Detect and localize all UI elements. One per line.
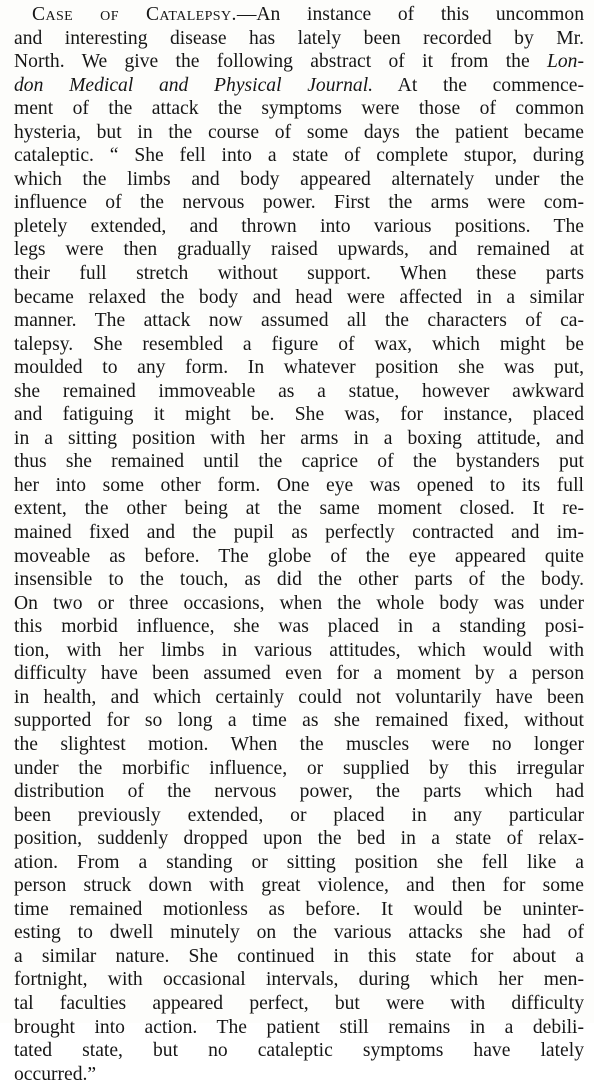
journal-title-text: Lon- [546,51,584,73]
line-text: ment of the attack the symptoms were those of common [14,98,584,120]
article-body [14,3,584,1086]
line-text: At the commence- [373,74,584,96]
line-text: which the limbs and body appeared alternately under the [14,168,584,190]
article-line [14,968,584,992]
article-line [14,191,584,215]
article-line [14,568,584,592]
article-line [14,309,584,333]
line-text: tated state, but no cataleptic symptoms have lately [14,1040,584,1062]
article-line [14,898,584,922]
article-first-line [14,3,584,27]
line-text: On two or three occasions, when the whole body was under [14,592,584,614]
article-line [14,97,584,121]
article-line [14,1039,584,1063]
article-line [14,238,584,262]
article-line [14,780,584,804]
article-line [14,827,584,851]
article-line [14,450,584,474]
article-line [14,215,584,239]
article-line [14,757,584,781]
article-line [14,403,584,427]
line-text: cataleptic. “ She fell into a state of complete stupor, during [14,145,584,167]
line-text: extent, the other being at the same moment closed. It re- [14,498,584,520]
line-text: person struck down with great violence, and then for some [14,875,584,897]
line-text: under the morbific influence, or supplied by this irregular [14,757,584,779]
article-line [14,615,584,639]
line-text: pletely extended, and thrown into various positions. The [14,215,584,237]
line-text: this morbid influence, she was placed in a standing posi- [14,616,584,638]
line-text: influence of the nervous power. First the arms were com- [14,192,584,214]
article-line [14,144,584,168]
line-text: thus she remained until the caprice of the bystanders put [14,451,584,473]
article-line [14,262,584,286]
line-text: moveable as before. The globe of the eye appeared quite [14,545,584,567]
line-text: manner. The attack now assumed all the characters of ca- [14,310,584,332]
article-line [14,474,584,498]
line-text: time remained motionless as before. It would be uninter- [14,898,584,920]
line-text: supported for so long a time as she remained fixed, without [14,710,584,732]
line-text: their full stretch without support. When these parts [14,263,584,285]
line-text: esting to dwell minutely on the various attacks she had of [14,922,584,944]
line-text: she remained immoveable as a statue, however awkward [14,380,584,402]
article-line [14,921,584,945]
article-line [14,286,584,310]
line-text: talepsy. She resembled a figure of wax, which might be [14,333,584,355]
article-line [14,121,584,145]
article-line [14,427,584,451]
article-line [14,592,584,616]
line-text: hysteria, but in the course of some days the patient became [14,121,584,143]
article-line [14,945,584,969]
article-line [14,168,584,192]
article-line [14,733,584,757]
line-text: moulded to any form. In whatever position she was put, [14,357,584,379]
line-text: the slightest motion. When the muscles were no longer [14,733,584,755]
article-line [14,874,584,898]
article-line [14,1063,584,1086]
article-line [14,804,584,828]
line-text: her into some other form. One eye was opened to its full [14,474,584,496]
line-text: mained fixed and the pupil as perfectly contracted and im- [14,522,584,544]
article-line [14,709,584,733]
article-line [14,50,584,74]
line-text: and interesting disease has lately been recorded by Mr. [14,27,584,49]
article-line [14,74,584,98]
article-line [14,992,584,1016]
line-text: in a sitting position with her arms in a boxing attitude, and [14,427,584,449]
line-text: position, suddenly dropped upon the bed in a state of relax- [14,828,584,850]
line-text: difficulty have been assumed even for a moment by a person [14,663,584,685]
line-text: brought into action. The patient still remains in a debili- [14,1016,584,1038]
line-text: ation. From a standing or sitting position she fell like a [14,851,584,873]
line-text: became relaxed the body and head were affected in a similar [14,286,584,308]
article-line [14,333,584,357]
article-line [14,521,584,545]
line-text: insensible to the touch, as did the other parts of the body. [14,569,584,591]
line-text: a similar nature. She continued in this state for about a [14,945,584,967]
line-text: —An instance of this uncommon [236,4,584,25]
article-line [14,686,584,710]
article-line [14,545,584,569]
line-text: tal faculties appeared perfect, but were with difficulty [14,992,584,1014]
line-text: occurred.” [14,1063,97,1085]
article-title: Case of Catalepsy. [32,4,237,25]
line-text: tion, with her limbs in various attitudes, which would with [14,639,584,661]
article-line [14,662,584,686]
article-line [14,1016,584,1040]
article-line [14,497,584,521]
article-line [14,639,584,663]
line-text: North. We give the following abstract of it from the [14,51,547,73]
line-text: in health, and which certainly could not voluntarily have been [14,686,584,708]
line-text: and fatiguing it might be. She was, for instance, placed [14,404,584,426]
article-line [14,27,584,51]
line-text: distribution of the nervous power, the parts which had [14,781,584,803]
line-text: been previously extended, or placed in any particular [14,804,584,826]
journal-title-text: don Medical and Physical Journal. [14,74,374,96]
article-line [14,380,584,404]
article-line [14,356,584,380]
article-line [14,851,584,875]
line-text: fortnight, with occasional intervals, during which her men- [14,969,584,991]
line-text: legs were then gradually raised upwards, and remained at [14,239,584,261]
